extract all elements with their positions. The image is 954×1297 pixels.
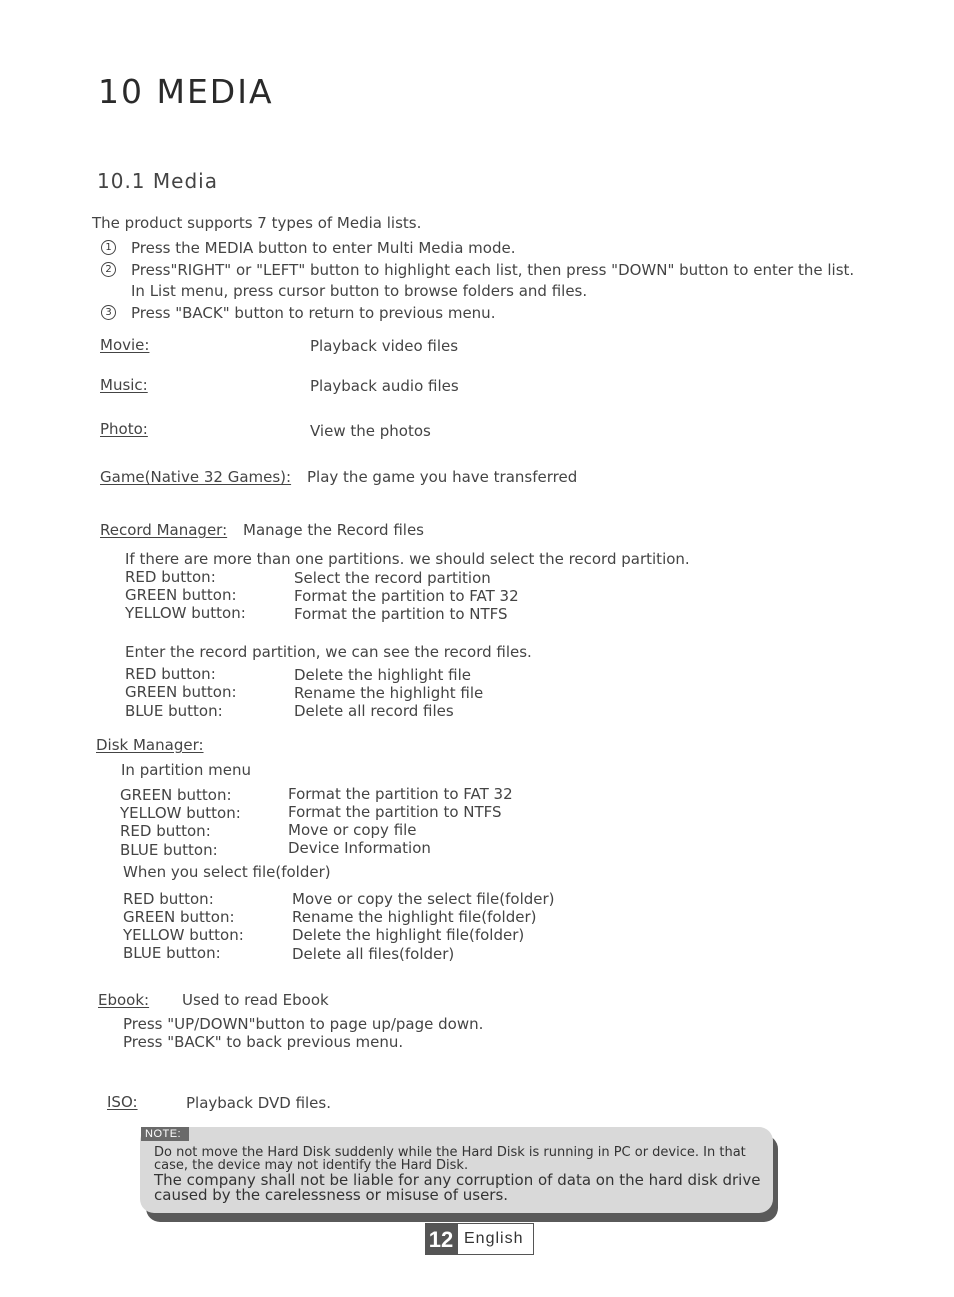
disk-file-intro: When you select file(folder) xyxy=(123,863,331,881)
button-action: Delete all files(folder) xyxy=(292,945,455,963)
record-manager-label: Record Manager: xyxy=(100,521,228,539)
game-label: Game(Native 32 Games): xyxy=(100,468,292,486)
button-action: Delete all record files xyxy=(294,702,454,720)
button-action: Move or copy the select file(folder) xyxy=(292,890,555,908)
button-action: Rename the highlight file xyxy=(294,684,484,702)
button-action: Rename the highlight file(folder) xyxy=(292,908,537,926)
button-action: Select the record partition xyxy=(294,569,491,587)
disk-partition-intro: In partition menu xyxy=(121,761,251,779)
intro-text: The product supports 7 types of Media lists. xyxy=(92,214,422,232)
button-action: Device Information xyxy=(288,839,431,857)
step-text: Press "BACK" button to return to previous menu. xyxy=(131,304,496,322)
page-number: 12 xyxy=(425,1223,457,1255)
button-name: BLUE button: xyxy=(120,841,218,859)
button-name: RED button: xyxy=(120,822,211,840)
music-label: Music: xyxy=(100,376,148,394)
movie-desc: Playback video files xyxy=(310,337,459,355)
record-partition-intro: If there are more than one partitions. we should select the record partition. xyxy=(125,550,690,568)
iso-label: ISO: xyxy=(107,1093,138,1111)
button-name: RED button: xyxy=(123,890,214,908)
iso-desc: Playback DVD files. xyxy=(186,1094,331,1112)
button-name: GREEN button: xyxy=(125,683,237,701)
photo-label: Photo: xyxy=(100,420,148,438)
button-name: BLUE button: xyxy=(123,944,221,962)
movie-label: Movie: xyxy=(100,336,150,354)
ebook-desc: Used to read Ebook xyxy=(182,991,329,1009)
page-title: 10 MEDIA xyxy=(98,72,274,111)
game-desc: Play the game you have transferred xyxy=(307,468,578,486)
button-name: RED button: xyxy=(125,665,216,683)
step-text: Press the MEDIA button to enter Multi Media mode. xyxy=(131,239,516,257)
note-label: NOTE: xyxy=(141,1127,189,1141)
button-action: Move or copy file xyxy=(288,821,417,839)
photo-desc: View the photos xyxy=(310,422,431,440)
disk-manager-label: Disk Manager: xyxy=(96,736,204,754)
button-action: Delete the highlight file(folder) xyxy=(292,926,525,944)
section-title: 10.1 Media xyxy=(97,169,218,193)
button-name: YELLOW button: xyxy=(120,804,241,822)
step-number: 3 xyxy=(101,305,116,320)
button-name: RED button: xyxy=(125,568,216,586)
step-text-continued: In List menu, press cursor button to browse folders and files. xyxy=(131,282,588,300)
music-desc: Playback audio files xyxy=(310,377,459,395)
button-action: Format the partition to FAT 32 xyxy=(288,785,513,803)
ebook-instruction: Press "UP/DOWN"button to page up/page down. xyxy=(123,1015,484,1033)
ebook-instruction: Press "BACK" to back previous menu. xyxy=(123,1033,404,1051)
step-text: Press"RIGHT" or "LEFT" button to highlight each list, then press "DOWN" button to enter the list. xyxy=(131,261,855,279)
button-name: YELLOW button: xyxy=(123,926,244,944)
note-text: Do not move the Hard Disk suddenly while the Hard Disk is running in PC or device. In that xyxy=(154,1145,746,1160)
step-number: 1 xyxy=(101,240,116,255)
button-action: Format the partition to FAT 32 xyxy=(294,587,519,605)
button-name: GREEN button: xyxy=(123,908,235,926)
button-action: Format the partition to NTFS xyxy=(294,605,508,623)
button-action: Delete the highlight file xyxy=(294,666,471,684)
button-name: GREEN button: xyxy=(120,786,232,804)
button-action: Format the partition to NTFS xyxy=(288,803,502,821)
button-name: GREEN button: xyxy=(125,586,237,604)
note-text: case, the device may not identify the Hard Disk. xyxy=(154,1158,469,1173)
step-number: 2 xyxy=(101,262,116,277)
record-manager-desc: Manage the Record files xyxy=(243,521,424,539)
note-text: caused by the carelessness or misuse of users. xyxy=(154,1186,509,1204)
button-name: BLUE button: xyxy=(125,702,223,720)
note-text: The company shall not be liable for any corruption of data on the hard disk drive xyxy=(154,1171,761,1189)
page-language: English xyxy=(457,1223,534,1255)
ebook-label: Ebook: xyxy=(98,991,150,1009)
button-name: YELLOW button: xyxy=(125,604,246,622)
record-files-intro: Enter the record partition, we can see the record files. xyxy=(125,643,532,661)
